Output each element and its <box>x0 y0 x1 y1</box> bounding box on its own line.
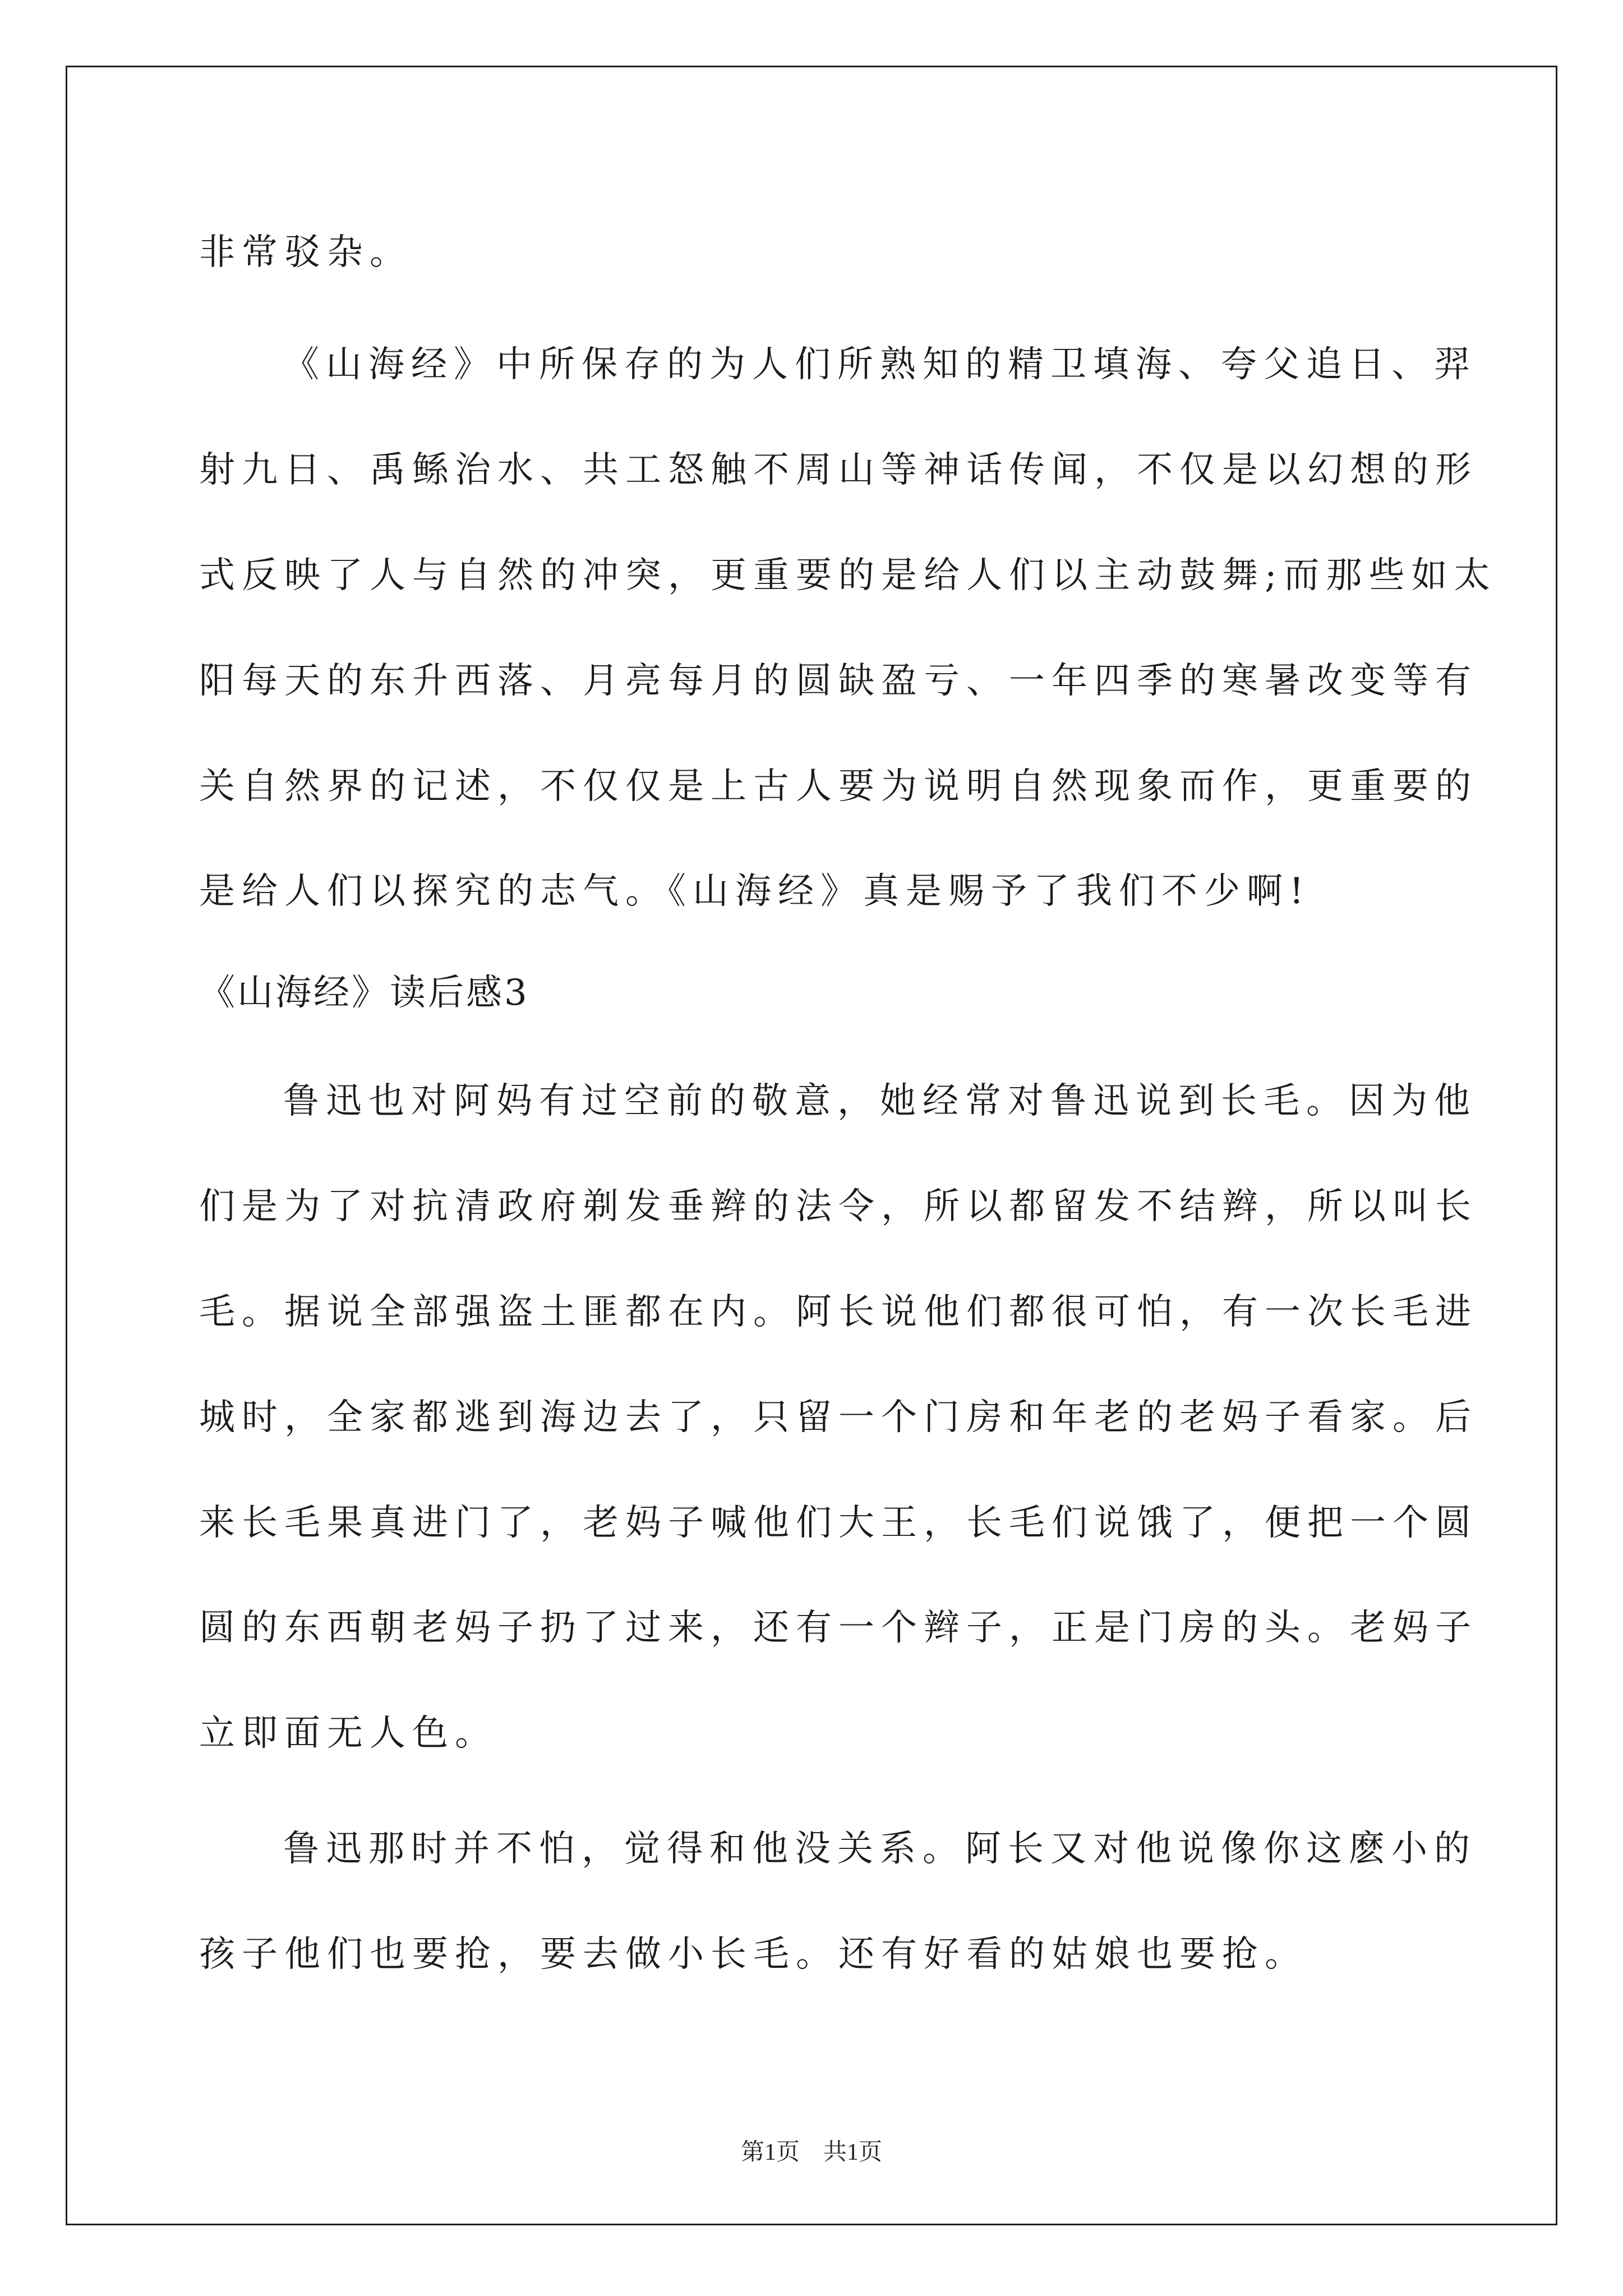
text-line: 射九日、禹鲧治水、共工怒触不周山等神话传闻，不仅是以幻想的形 <box>199 449 1478 491</box>
text-line: 非常驳杂。 <box>199 232 412 273</box>
text-line: 来长毛果真进门了，老妈子喊他们大王，长毛们说饿了，便把一个圆 <box>199 1502 1478 1544</box>
text-line: 式反映了人与自然的冲突，更重要的是给人们以主动鼓舞;而那些如太 <box>199 555 1497 596</box>
text-line: 城时，全家都逃到海边去了，只留一个门房和年老的老妈子看家。后 <box>199 1397 1478 1438</box>
page-number-footer: 第1页 共1页 <box>740 2139 882 2165</box>
text-line: 是给人们以探究的志气。《山海经》真是赐予了我们不少啊! <box>199 871 1311 912</box>
text-line: 们是为了对抗清政府剃发垂辫的法令，所以都留发不结辫，所以叫长 <box>199 1186 1478 1227</box>
text-line: 关自然界的记述，不仅仅是上古人要为说明自然现象而作，更重要的 <box>199 766 1478 807</box>
text-line: 鲁迅那时并不怕，觉得和他没关系。阿长又对他说像你这麽小的 <box>283 1828 1477 1870</box>
text-line: 毛。据说全部强盗土匪都在内。阿长说他们都很可怕，有一次长毛进 <box>199 1291 1478 1333</box>
text-line: 孩子他们也要抢，要去做小长毛。还有好看的姑娘也要抢。 <box>199 1934 1307 1975</box>
section-heading: 《山海经》读后感3 <box>199 972 529 1014</box>
text-line: 阳每天的东升西落、月亮每月的圆缺盈亏、一年四季的寒暑改变等有 <box>199 660 1478 702</box>
text-line: 圆的东西朝老妈子扔了过来，还有一个辫子，正是门房的头。老妈子 <box>199 1607 1478 1649</box>
page-border <box>66 66 1557 2225</box>
text-line: 鲁迅也对阿妈有过空前的敬意，她经常对鲁迅说到长毛。因为他 <box>283 1080 1477 1122</box>
text-line: 《山海经》中所保存的为人们所熟知的精卫填海、夸父追日、羿 <box>283 344 1477 385</box>
text-line: 立即面无人色。 <box>199 1713 497 1754</box>
